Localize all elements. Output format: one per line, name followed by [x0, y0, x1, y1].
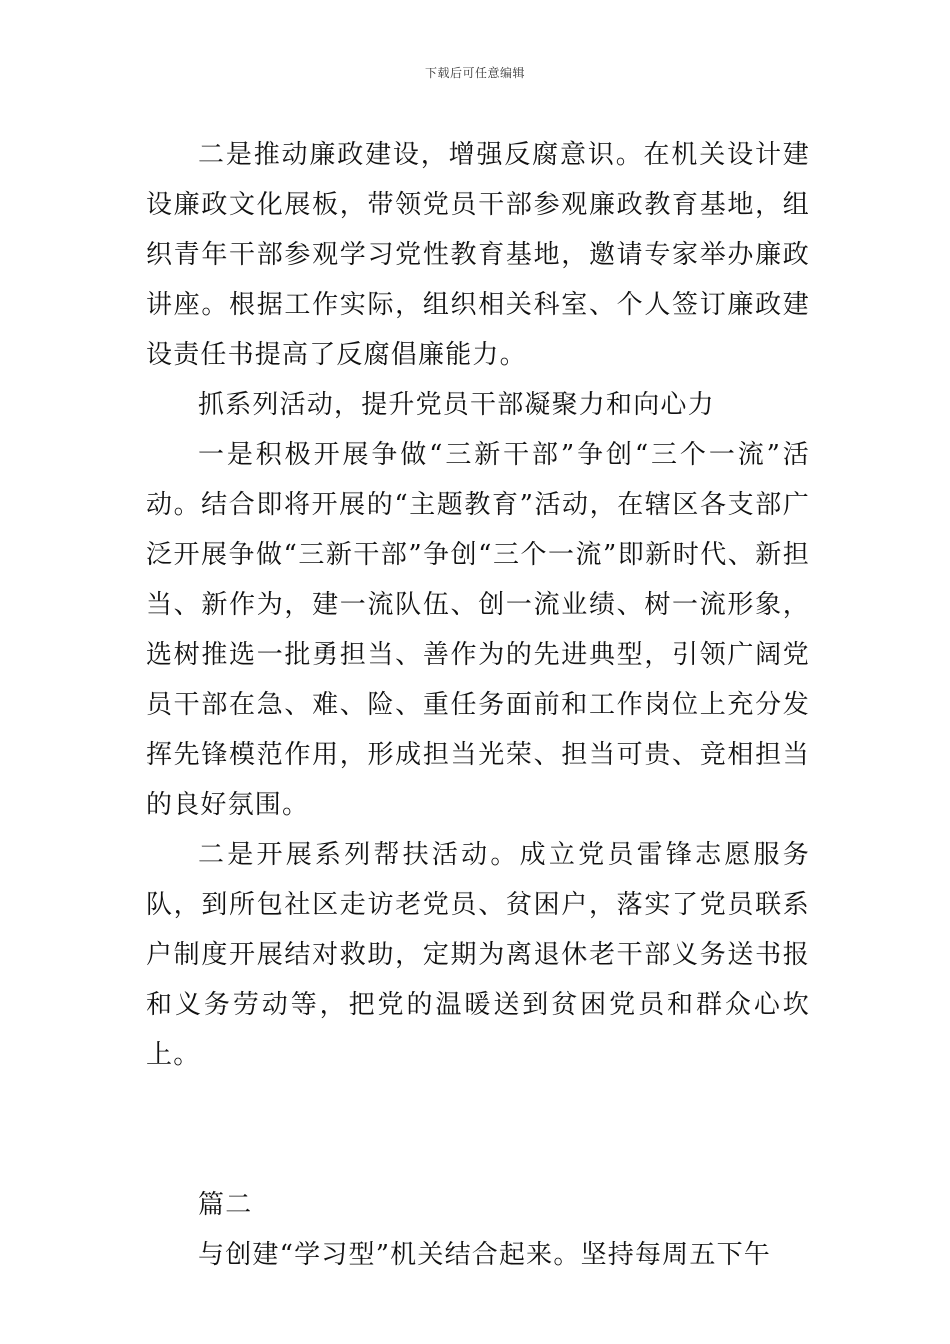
section-spacer [146, 1080, 810, 1180]
paragraph-assistance-activities: 二是开展系列帮扶活动。成立党员雷锋志愿服务队，到所包社区走访老党员、贫困户，落实了党员联系户制度开展结对救助，定期为离退休老干部义务送书报和义务劳动等，把党的温暖送到贫困党员和群众心坎上。 [146, 840, 810, 1070]
page-header: 下载后可任意编辑 [424, 66, 525, 80]
section-heading-activities: 抓系列活动，提升党员干部凝聚力和向心力 [198, 390, 715, 420]
section-title-part-two: 篇二 [198, 1190, 253, 1220]
paragraph-anti-corruption: 二是推动廉政建设，增强反腐意识。在机关设计建设廉政文化展板，带领党员干部参观廉政教育基地，组织青年干部参观学习党性教育基地，邀请专家举办廉政讲座。根据工作实际，组织相关科室、个人签订廉政建设责任书提高了反腐倡廉能力。 [146, 140, 810, 370]
document-body [146, 130, 810, 1280]
paragraph-learning-organization: 与创建“学习型”机关结合起来。坚持每周五下午 [198, 1240, 771, 1270]
paragraph-three-new-cadres: 一是积极开展争做“三新干部”争创“三个一流”活动。结合即将开展的“主题教育”活动，在辖区各支部广泛开展争做“三新干部”争创“三个一流”即新时代、新担当、新作为，建一流队伍、创一流业绩、树一流形象，选树推选一批勇担当、善作为的先进典型，引领广阔党员干部在急、难、险、重任务面前和工作岗位上充分发挥先锋模范作用，形成担当光荣、担当可贵、竞相担当的良好氛围。 [146, 440, 810, 820]
